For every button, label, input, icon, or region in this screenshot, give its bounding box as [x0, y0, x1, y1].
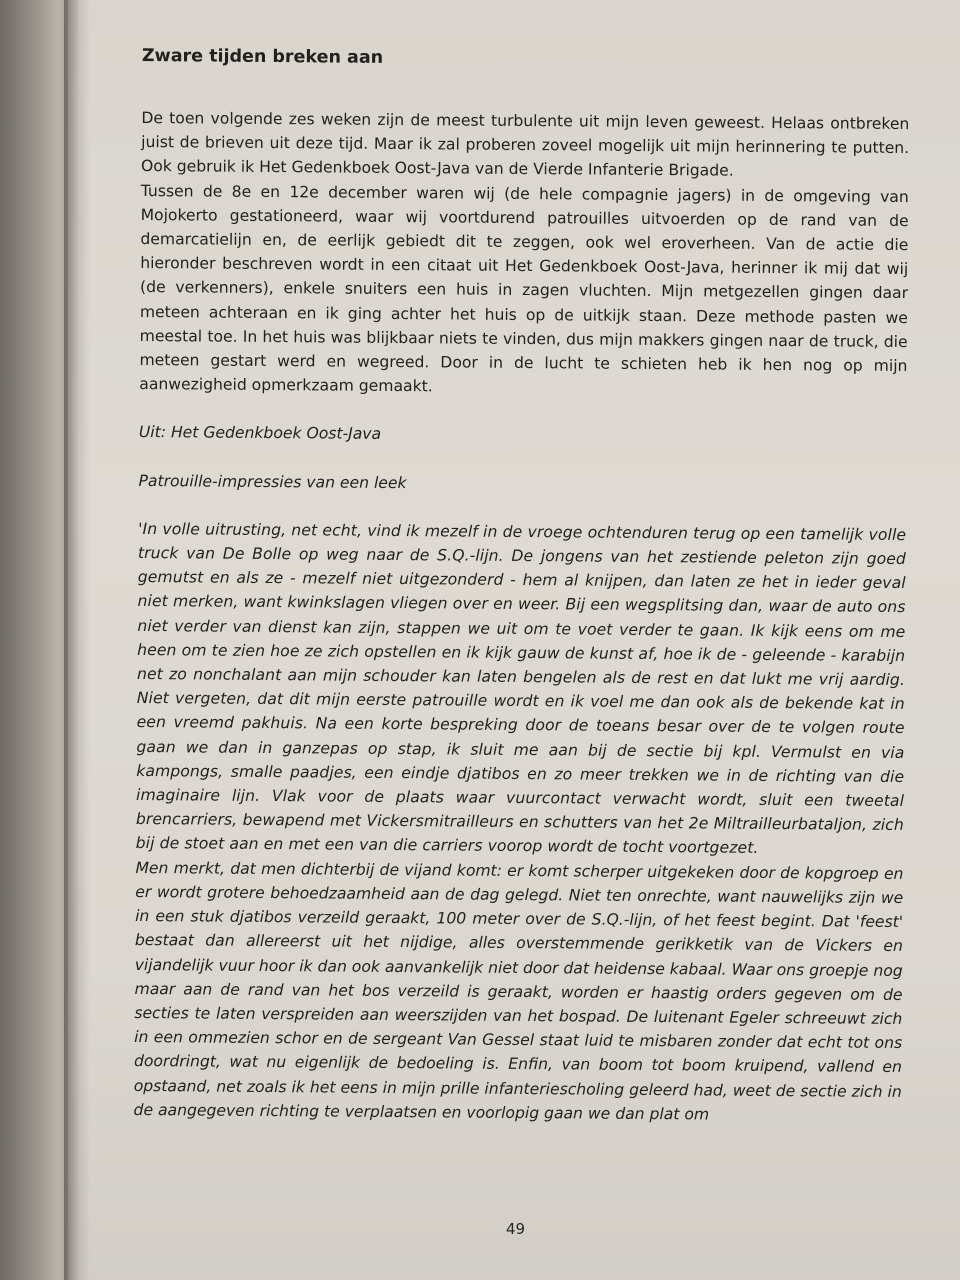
page-text	[134, 40, 910, 1128]
body-paragraph-2: Tussen de 8e en 12e december waren wij (de hele compagnie jagers) in de omgeving van Mojokerto gestationeerd, waar wij voortdurend patrouilles uitvoerden op de rand van de demarcatielijn en, de eerlijk gebiedt dit te zeggen, ook wel eroverheen. Van de actie die hieronder beschreven wordt in een citaat uit Het Gedenkboek Oost-Java, herinner ik mij dat wij (de verkenners), enkele snuiters een huis in zagen vluchten. Mijn metgezellen gingen daar meteen achteraan en ik ging achter het huis op de uitkijk staan. Deze methode pasten we meestal toe. In het huis was blijkbaar niets te vinden, dus mijn makkers gingen naar de truck, die meteen gestart werd en wegreed. Door in de lucht te schieten heb ik hen nog op mijn aanwezigheid opmerkzaam gemaakt.	[139, 181, 909, 396]
facing-page-edge	[0, 0, 68, 1280]
source-line: Uit: Het Gedenkboek Oost-Java	[138, 423, 382, 444]
body-paragraph-1: De toen volgende zes weken zijn de meest turbulente uit mijn leven geweest. Helaas ontbreken juist de brieven uit deze tijd. Maar ik zal proberen zoveel mogelijk uit mijn herinnering te putten. Ook gebruik ik Het Gedenkboek Oost-Java van de Vierde Infanterie Brigade.	[140, 108, 910, 181]
book-gutter-shadow	[64, 0, 90, 1280]
chapter-heading: Zware tijden breken aan	[141, 45, 384, 68]
quote-paragraph-2: Men merkt, dat men dichterbij de vijand komt: er komt scherper uitgekeken door de kopgroep en er wordt grotere behoedzaamheid aan de dag gelegd. Niet ten onrechte, want nauwelijks zijn we in een stuk djatibos verzeild geraakt, 100 meter over de S.Q.-lijn, of het feest begint. Dat 'feest' bestaat dan allereerst uit het nijdige, alles overstemmende gerikketik van de Vickers en vijandelijk vuur hoor ik dan ook aanvankelijk niet door dat heidense kabaal. Waar ons groepje nog maar aan de rand van het bos verzeild is geraakt, worden er haastig orders gegeven om de secties te laten verspreiden aan weerszijden van het bospad. De luitenant Egeler schreeuwt zich in een ommezien schor en de sergeant Van Gessel staat luid te misbaren zonder dat echt tot ons doordringt, wat nu eigenlijk de bedoeling is. Enfin, van boom tot boom kruipend, vallend en opstaand, net zoals ik het eens in mijn prille infanteriescholing geleerd had, weet de sectie zich in de aangegeven richting te verplaatsen en voorlopig gaan we dan plat om	[133, 858, 904, 1124]
quote-subtitle: Patrouille-impressies van een leek	[138, 471, 407, 492]
page-number: 49	[506, 1220, 526, 1238]
quote-paragraph-1: 'In volle uitrusting, net echt, vind ik mezelf in de vroege ochtenduren terug op een tamelijk volle truck van De Bolle op weg naar de S.Q.-lijn. De jongens van het zestiende peleton zijn goed gemutst en als ze - mezelf niet uitgezonderd - hem al knijpen, dan laten ze het in ieder geval niet merken, want kwinkslagen vliegen over en weer. Bij een wegsplitsing dan, waar de auto ons niet verder van dienst kan zijn, stappen we uit om te voet verder te gaan. Ik kijk eens om me heen om te zien hoe ze zich opstellen en ik kijk gauw de kunst af, hoe ik de - geleende - karabijn net zo nonchalant aan mijn schouder kan laten bengelen als de rest en dat lukt me vrij aardig. Niet vergeten, dat dit mijn eerste patrouille wordt en ik voel me dan ook als de bekende kat in een vreemd pakhuis. Na een korte bespreking door de toeans besar over de te volgen route gaan we dan in ganzepas op stap, ik sluit me aan bij de sectie bij kpl. Vermulst en via kampongs, smalle paadjes, een eindje djatibos en zo meer trekken we in de richting van die imaginaire lijn. Vlak voor de plaats waar vuurcontact verwacht wordt, sluit een tweetal brencarriers, bewapend met Vickersmitrailleurs en schutters van het 2e Miltrailleurbataljon, zich bij de stoet aan en met een van die carriers voorop wordt de tocht voortgezet.	[135, 519, 907, 858]
